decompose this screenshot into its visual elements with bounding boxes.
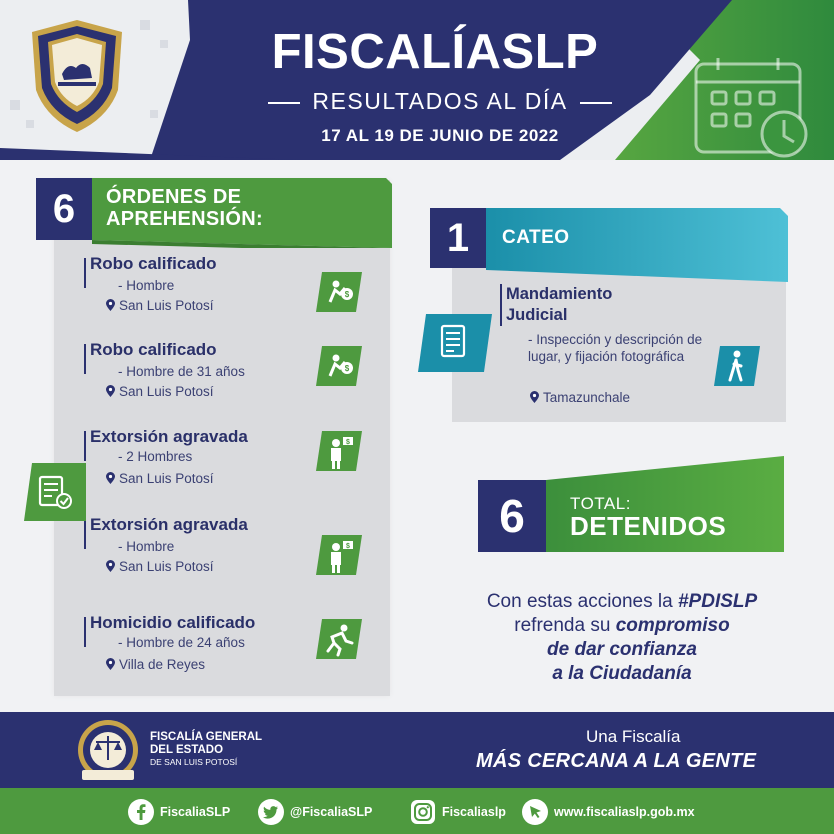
cursor-icon bbox=[522, 799, 548, 825]
order-location: San Luis Potosí bbox=[106, 384, 214, 399]
svg-text:$: $ bbox=[344, 290, 350, 299]
pin-icon bbox=[106, 472, 115, 484]
homicide-icon bbox=[316, 619, 362, 659]
extortion-icon bbox=[316, 535, 362, 575]
order-location: Villa de Reyes bbox=[106, 657, 205, 672]
org-name-line2: DEL ESTADO bbox=[150, 744, 224, 756]
instagram-link[interactable]: Fiscaliaslp bbox=[410, 799, 506, 825]
order-title: Robo calificado bbox=[90, 254, 217, 273]
arrest-orders-count: 6 bbox=[36, 178, 92, 240]
pin-icon bbox=[106, 385, 115, 397]
order-desc: - Hombre bbox=[118, 278, 175, 293]
date-range: 17 AL 19 DE JUNIO DE 2022 bbox=[321, 126, 559, 145]
svg-text:$: $ bbox=[346, 543, 350, 550]
document-check-icon bbox=[24, 463, 86, 521]
twitter-link[interactable]: @FiscaliaSLP bbox=[258, 799, 372, 825]
search-warrant-location: Tamazunchale bbox=[530, 390, 630, 405]
state-seal-logo bbox=[72, 718, 144, 784]
svg-text:$: $ bbox=[346, 439, 350, 446]
twitter-icon bbox=[258, 799, 284, 825]
pin-icon bbox=[530, 391, 539, 403]
facebook-link[interactable]: FiscaliaSLP bbox=[128, 799, 230, 825]
total-label: TOTAL: bbox=[570, 494, 631, 513]
order-title: Extorsión agravada bbox=[90, 427, 248, 446]
order-desc: - Hombre bbox=[118, 539, 175, 554]
slogan-line2: MÁS CERCANA A LA GENTE bbox=[476, 750, 757, 772]
walking-person-icon bbox=[714, 346, 760, 386]
website-link[interactable]: www.fiscaliaslp.gob.mx bbox=[522, 799, 695, 825]
org-name-line3: DE SAN LUIS POTOSÍ bbox=[150, 757, 238, 767]
pin-icon bbox=[106, 560, 115, 572]
order-desc: - Hombre de 24 años bbox=[118, 635, 245, 650]
order-title: Extorsión agravada bbox=[90, 515, 248, 534]
pin-icon bbox=[106, 658, 115, 670]
search-warrant-count: 1 bbox=[430, 208, 486, 268]
order-location: San Luis Potosí bbox=[106, 471, 214, 486]
robbery-icon bbox=[316, 346, 362, 386]
order-title: Homicidio calificado bbox=[90, 613, 256, 632]
page-title: FISCALÍASLP bbox=[271, 25, 599, 79]
order-location: San Luis Potosí bbox=[106, 298, 214, 313]
calendar-icon bbox=[692, 56, 812, 160]
order-desc: - 2 Hombres bbox=[118, 449, 193, 464]
police-badge-logo bbox=[28, 18, 126, 134]
document-icon bbox=[418, 314, 492, 372]
instagram-icon bbox=[410, 799, 436, 825]
detained-label: DETENIDOS bbox=[570, 511, 727, 541]
search-warrant-title: Mandamiento Judicial bbox=[506, 285, 613, 324]
page-subtitle: RESULTADOS AL DÍA bbox=[230, 88, 650, 115]
facebook-icon bbox=[128, 799, 154, 825]
arrest-orders-heading: ÓRDENES DE APREHENSIÓN: bbox=[106, 186, 263, 230]
search-warrant-label: CATEO bbox=[502, 227, 570, 248]
svg-text:$: $ bbox=[344, 364, 350, 373]
slogan-line1: Una Fiscalía bbox=[586, 727, 681, 746]
extortion-icon bbox=[316, 431, 362, 471]
order-title: Robo calificado bbox=[90, 340, 217, 359]
total-detained-count: 6 bbox=[478, 480, 546, 552]
commitment-message: Con estas acciones la #PDISLP refrenda su compromiso de dar confianza a la Ciudadanía bbox=[486, 591, 758, 684]
order-location: San Luis Potosí bbox=[106, 559, 214, 574]
order-desc: - Hombre de 31 años bbox=[118, 364, 245, 379]
org-name-line1: FISCALÍA GENERAL bbox=[150, 731, 263, 743]
pin-icon bbox=[106, 299, 115, 311]
search-warrant-desc: - Inspección y descripción de lugar, y fijación fotográfica bbox=[528, 332, 703, 364]
robbery-icon bbox=[316, 272, 362, 312]
header bbox=[0, 0, 834, 160]
divider bbox=[500, 284, 502, 326]
